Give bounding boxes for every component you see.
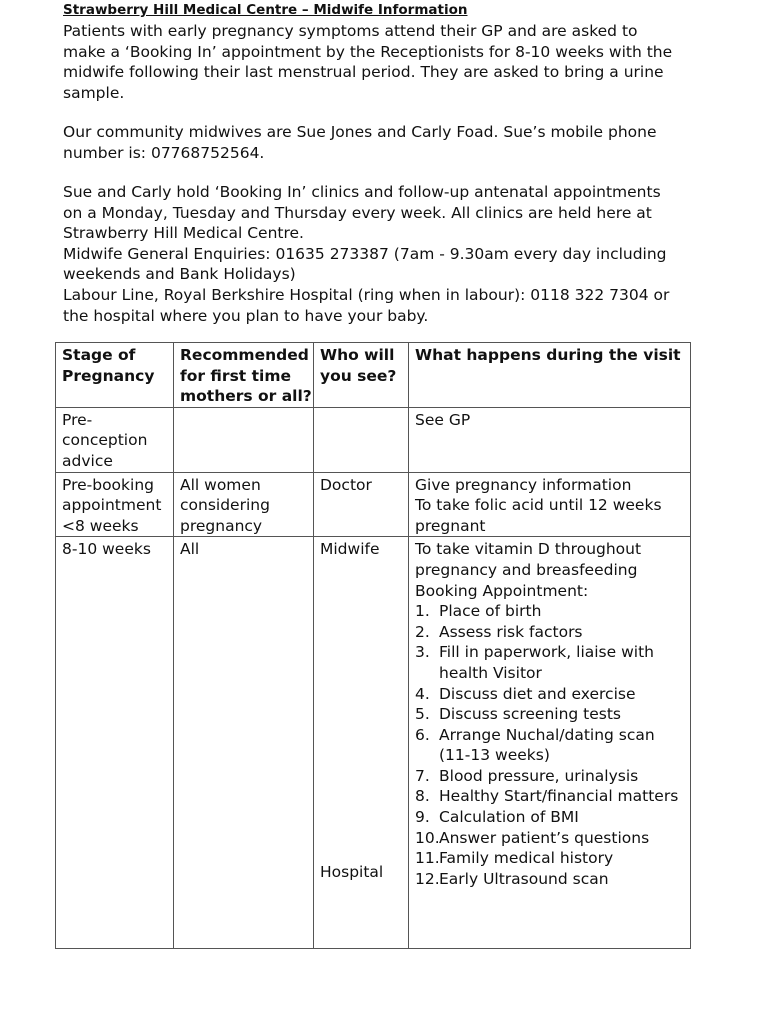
list-item bbox=[415, 848, 690, 869]
header-line: What happens during the visit bbox=[415, 346, 681, 364]
cell-recommended bbox=[174, 537, 314, 949]
list-item-number: 2. bbox=[415, 622, 430, 641]
list-item-number: 8. bbox=[415, 787, 430, 806]
list-item-text: Healthy Start/financial matters bbox=[439, 787, 679, 806]
header-recommended bbox=[174, 343, 314, 408]
text-line: weekends and Bank Holidays) bbox=[63, 265, 296, 284]
cell-line: Pre- bbox=[62, 410, 93, 429]
table-row bbox=[56, 537, 691, 949]
clinics-paragraph bbox=[63, 182, 703, 326]
cell-what bbox=[409, 537, 691, 949]
header-line: for first time bbox=[180, 366, 291, 385]
list-item bbox=[415, 622, 690, 643]
list-item-text: (11-13 weeks) bbox=[439, 746, 550, 765]
text-line: Labour Line, Royal Berkshire Hospital (ring when in labour): 0118 322 7304 or bbox=[63, 285, 670, 304]
cell-line: Give pregnancy information bbox=[415, 475, 632, 494]
table-row bbox=[56, 407, 691, 472]
list-item-text: Place of birth bbox=[439, 602, 542, 621]
cell-line: All women bbox=[180, 475, 261, 494]
cell-line: To take folic acid until 12 weeks bbox=[415, 496, 662, 515]
intro-paragraph bbox=[63, 21, 703, 103]
list-item-text: Blood pressure, urinalysis bbox=[439, 766, 639, 785]
header-line: Recommended bbox=[180, 346, 309, 364]
list-item bbox=[415, 828, 690, 849]
text-line: make a ‘Booking In’ appointment by the Receptionists for 8-10 weeks with the bbox=[63, 42, 673, 61]
header-what bbox=[409, 343, 691, 408]
cell-line: Doctor bbox=[320, 475, 372, 494]
text-line: sample. bbox=[63, 83, 125, 102]
header-line: you see? bbox=[320, 366, 397, 385]
pregnancy-stages-table bbox=[55, 342, 691, 949]
header-line: Who will bbox=[320, 346, 395, 364]
list-item-number: 3. bbox=[415, 643, 430, 662]
list-item-text: Fill in paperwork, liaise with bbox=[439, 643, 654, 662]
list-item-text: Discuss screening tests bbox=[439, 705, 622, 724]
list-item-text: Arrange Nuchal/dating scan bbox=[439, 725, 655, 744]
cell-line: To take vitamin D throughout bbox=[415, 540, 642, 559]
text-line: number is: 07768752564. bbox=[63, 143, 265, 162]
cell-who bbox=[314, 537, 409, 949]
list-item bbox=[415, 601, 690, 622]
cell-line: <8 weeks bbox=[62, 516, 139, 535]
list-item bbox=[415, 766, 690, 787]
header-line: Stage of bbox=[62, 346, 136, 364]
text-line: on a Monday, Tuesday and Thursday every week. All clinics are held here at bbox=[63, 203, 652, 222]
list-item-number: 12. bbox=[415, 869, 440, 888]
cell-who bbox=[314, 407, 409, 472]
list-item bbox=[415, 642, 690, 683]
list-item-text: Family medical history bbox=[439, 849, 614, 868]
list-item-number: 7. bbox=[415, 766, 430, 785]
cell-stage bbox=[56, 472, 174, 537]
table-row bbox=[56, 472, 691, 537]
page-title: Strawberry Hill Medical Centre – Midwife Information bbox=[63, 2, 468, 18]
header-line: Pregnancy bbox=[62, 366, 155, 385]
text-line: Sue and Carly hold ‘Booking In’ clinics and follow-up antenatal appointments bbox=[63, 183, 661, 201]
cell-recommended bbox=[174, 407, 314, 472]
list-item-number: 10. bbox=[415, 828, 440, 847]
cell-line: pregnant bbox=[415, 516, 486, 535]
list-item-number: 11. bbox=[415, 849, 440, 868]
text-line: Our community midwives are Sue Jones and Carly Foad. Sue’s mobile phone bbox=[63, 123, 657, 141]
text-line: Patients with early pregnancy symptoms attend their GP and are asked to bbox=[63, 22, 638, 40]
cell-line-hospital: Hospital bbox=[320, 863, 384, 882]
table-header-row bbox=[56, 343, 691, 408]
list-item bbox=[415, 869, 690, 890]
header-who bbox=[314, 343, 409, 408]
list-item-number: 1. bbox=[415, 602, 430, 621]
cell-what bbox=[409, 472, 691, 537]
text-line: Strawberry Hill Medical Centre. bbox=[63, 224, 304, 243]
cell-who bbox=[314, 472, 409, 537]
list-item-number: 6. bbox=[415, 725, 430, 744]
cell-line: Booking Appointment: bbox=[415, 581, 589, 600]
cell-what bbox=[409, 407, 691, 472]
list-item bbox=[415, 807, 690, 828]
cell-line: conception bbox=[62, 431, 148, 450]
list-item-text: Assess risk factors bbox=[439, 622, 583, 641]
cell-line: See GP bbox=[415, 410, 471, 429]
cell-stage bbox=[56, 407, 174, 472]
text-line: the hospital where you plan to have your baby. bbox=[63, 306, 429, 325]
cell-line: Pre-booking bbox=[62, 475, 154, 494]
list-item bbox=[415, 786, 690, 807]
list-item-number: 9. bbox=[415, 808, 430, 827]
cell-stage bbox=[56, 537, 174, 949]
list-item-text: Discuss diet and exercise bbox=[439, 684, 636, 703]
list-item bbox=[415, 704, 690, 725]
midwives-paragraph bbox=[63, 122, 703, 163]
list-item-number: 5. bbox=[415, 705, 430, 724]
text-line: midwife following their last menstrual period. They are asked to bring a urine bbox=[63, 63, 664, 82]
cell-line: considering bbox=[180, 496, 270, 515]
cell-recommended bbox=[174, 472, 314, 537]
cell-line: 8-10 weeks bbox=[62, 540, 151, 559]
list-item-text: Answer patient’s questions bbox=[439, 828, 650, 847]
list-item bbox=[415, 684, 690, 705]
cell-line: Midwife bbox=[320, 540, 380, 559]
booking-appointment-list bbox=[415, 601, 690, 889]
list-item-number: 4. bbox=[415, 684, 430, 703]
cell-line: appointment bbox=[62, 496, 162, 515]
list-item bbox=[415, 725, 690, 766]
header-line: mothers or all? bbox=[180, 387, 312, 406]
cell-line: All bbox=[180, 540, 200, 559]
list-item-text: Calculation of BMI bbox=[439, 808, 579, 827]
list-item-text: Early Ultrasound scan bbox=[439, 869, 609, 888]
cell-line: pregnancy and breasfeeding bbox=[415, 560, 638, 579]
header-stage bbox=[56, 343, 174, 408]
cell-line: advice bbox=[62, 451, 113, 470]
cell-line: pregnancy bbox=[180, 516, 263, 535]
list-item-text: health Visitor bbox=[439, 663, 542, 682]
text-line: Midwife General Enquiries: 01635 273387 (7am - 9.30am every day including bbox=[63, 244, 667, 263]
